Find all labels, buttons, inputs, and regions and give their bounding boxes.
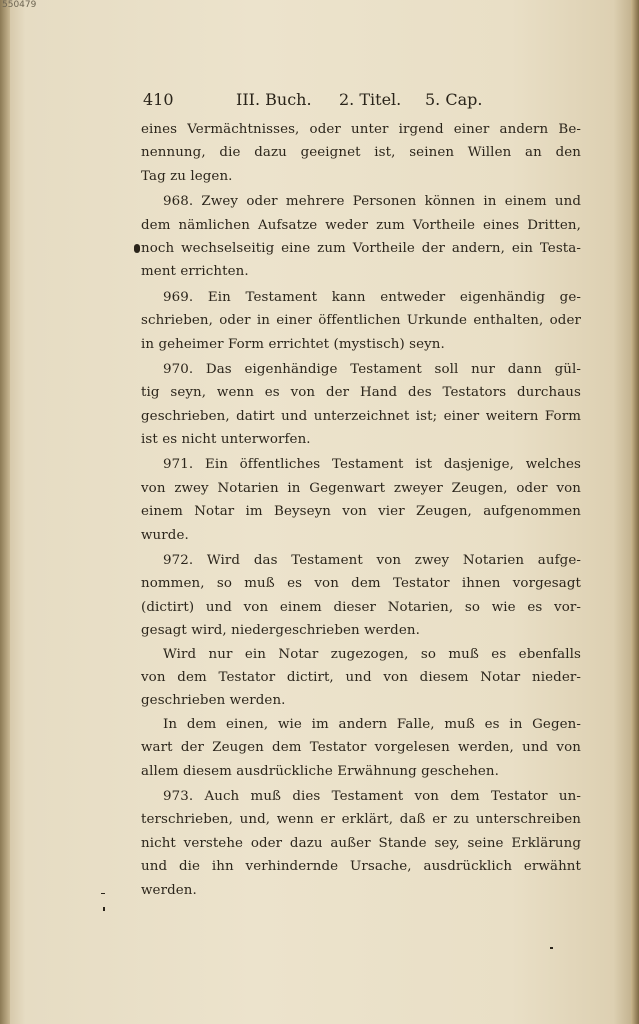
text-line: nicht verstehe oder dazu außer Stande sey, seine Erklärung bbox=[141, 835, 581, 851]
paragraph-970 bbox=[141, 358, 581, 452]
text-line: (dictirt) und von einem dieser Notarien, so wie es vor- bbox=[141, 599, 581, 615]
text-line: wurde. bbox=[141, 527, 189, 543]
text-line: in geheimer Form errichtet (mystisch) seyn. bbox=[141, 336, 445, 352]
text-line: tig seyn, wenn es von der Hand des Testators durchaus bbox=[141, 385, 581, 401]
text-line: und die ihn verhindernde Ursache, ausdrücklich erwähnt bbox=[141, 859, 581, 875]
text-line: werden. bbox=[141, 882, 197, 898]
text-line: Tag zu legen. bbox=[141, 168, 233, 184]
text-line: 968. Zwey oder mehrere Personen können in einem und bbox=[163, 194, 581, 210]
text-line: schrieben, oder in einer öffentlichen Urkunde enthalten, oder bbox=[141, 313, 581, 329]
paragraph-969 bbox=[141, 286, 581, 356]
text-line: wart der Zeugen dem Testator vorgelesen werden, und von bbox=[141, 740, 581, 756]
text-line: von dem Testator dictirt, und von diesem Notar nieder- bbox=[141, 669, 581, 685]
text-line: 969. Ein Testament kann entweder eigenhändig ge- bbox=[163, 289, 581, 305]
text-line: 973. Auch muß dies Testament von dem Testator un- bbox=[163, 788, 581, 804]
paragraph-972-third bbox=[141, 713, 581, 783]
text-line: eines Vermächtnisses, oder unter irgend einer andern Be- bbox=[141, 122, 581, 137]
page-number: 410 bbox=[143, 90, 174, 109]
paragraph-971 bbox=[141, 453, 581, 547]
text-line: 972. Wird das Testament von zwey Notarien aufge- bbox=[163, 553, 581, 569]
text-line: geschrieben, datirt und unterzeichnet ist; einer weitern Form bbox=[141, 408, 581, 424]
header-title: 2. Titel. bbox=[339, 90, 402, 109]
ink-speck bbox=[103, 907, 105, 911]
paragraph-968 bbox=[141, 190, 581, 284]
page-binding-edge bbox=[0, 0, 10, 1024]
ink-speck bbox=[550, 947, 553, 949]
ink-speck bbox=[134, 244, 140, 253]
text-line: geschrieben werden. bbox=[141, 693, 286, 709]
text-line: ist es nicht unterworfen. bbox=[141, 432, 311, 448]
text-line: einem Notar im Beyseyn von vier Zeugen, aufgenommen bbox=[141, 504, 581, 520]
header-book: III. Buch. bbox=[236, 90, 312, 109]
ink-speck bbox=[101, 893, 105, 894]
text-line: gesagt wird, niedergeschrieben werden. bbox=[141, 623, 420, 639]
text-line: von zwey Notarien in Gegenwart zweyer Zeugen, oder von bbox=[141, 480, 581, 496]
paragraph-continuation bbox=[141, 118, 581, 188]
paragraph-973 bbox=[141, 785, 581, 902]
paragraph-972-second bbox=[141, 643, 581, 713]
header-chapter: 5. Cap. bbox=[425, 90, 483, 109]
text-line: 970. Das eigenhändige Testament soll nur dann gül- bbox=[163, 361, 581, 377]
scan-id-label: 550479 bbox=[2, 0, 37, 10]
text-line: 971. Ein öffentliches Testament ist dasjenige, welches bbox=[163, 457, 581, 473]
page-outer-edge bbox=[631, 0, 639, 1024]
text-line: dem nämlichen Aufsatze weder zum Vortheile eines Dritten, bbox=[141, 217, 581, 233]
text-line: noch wechselseitig eine zum Vortheile der andern, ein Testa- bbox=[141, 240, 581, 256]
text-line: ment errichten. bbox=[141, 264, 249, 280]
text-line: In dem einen, wie im andern Falle, muß es in Gegen- bbox=[163, 716, 581, 732]
text-line: Wird nur ein Notar zugezogen, so muß es ebenfalls bbox=[163, 646, 581, 662]
text-line: nommen, so muß es von dem Testator ihnen vorgesagt bbox=[141, 576, 581, 592]
text-line: allem diesem ausdrückliche Erwähnung geschehen. bbox=[141, 763, 500, 779]
text-line: nennung, die dazu geeignet ist, seinen Willen an den bbox=[141, 145, 581, 161]
text-line: terschrieben, und, wenn er erklärt, daß er zu unterschreiben bbox=[141, 812, 581, 828]
paragraph-972 bbox=[141, 549, 581, 643]
running-header bbox=[143, 90, 488, 112]
body-text bbox=[141, 118, 581, 902]
